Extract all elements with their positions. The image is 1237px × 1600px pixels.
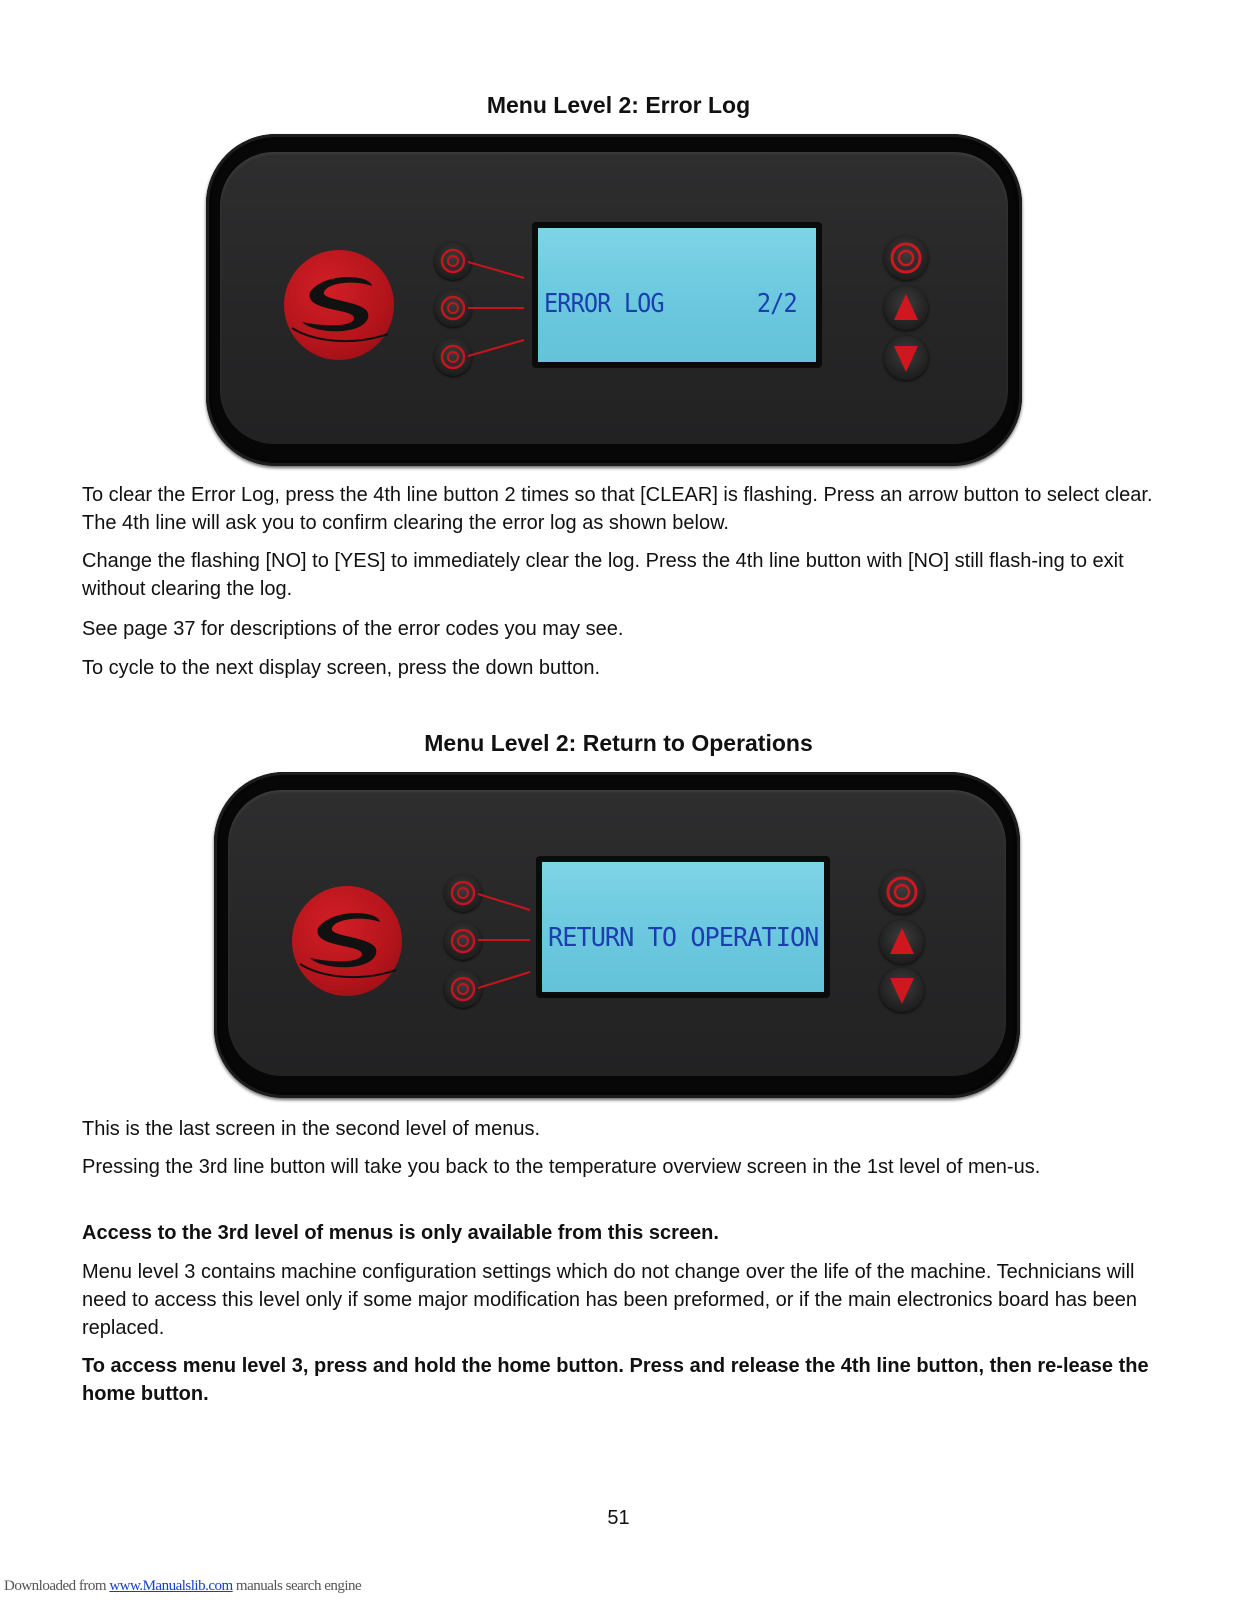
button-leader-lines [468, 254, 528, 364]
paragraph: To cycle to the next display screen, press the down button. [82, 657, 601, 679]
page-number: 51 [607, 1507, 630, 1529]
arrow-up-icon [884, 286, 928, 330]
paragraph-bold: To access menu level 3, press and hold the home button. Press and release the 4th line button, then re-lease the home button. [82, 1355, 1149, 1405]
line-3-button[interactable] [444, 922, 482, 960]
line-3-button[interactable] [434, 289, 472, 327]
lcd-line-1: RETURN TO OPERATION [548, 923, 819, 953]
control-panel-return-to-operations [214, 772, 1020, 1098]
brand-logo [284, 250, 394, 360]
footer-suffix: manuals search engine [232, 1578, 362, 1594]
arrow-down-icon [884, 336, 928, 380]
home-icon [880, 870, 924, 914]
paragraph: To clear the Error Log, press the 4th line button 2 times so that [CLEAR] is flashing. Press an arrow button to select clear. The 4th line will ask you to confirm clearing the error log as shown below. [82, 484, 1153, 534]
section-heading-return-to-operations: Menu Level 2: Return to Operations [424, 730, 813, 756]
home-button[interactable] [884, 236, 928, 280]
up-arrow-button[interactable] [880, 920, 924, 964]
line-4-button[interactable] [434, 338, 472, 376]
down-arrow-button[interactable] [880, 968, 924, 1012]
line-2-button[interactable] [444, 874, 482, 912]
footer [4, 1578, 361, 1595]
home-button[interactable] [880, 870, 924, 914]
home-icon [884, 236, 928, 280]
button-leader-lines [478, 886, 538, 996]
lcd-screen [542, 862, 824, 992]
line-2-button[interactable] [434, 242, 472, 280]
paragraph: This is the last screen in the second level of menus. [82, 1118, 541, 1140]
down-arrow-button[interactable] [884, 336, 928, 380]
paragraph: Pressing the 3rd line button will take you back to the temperature overview screen in the 1st level of men-us. [82, 1156, 1041, 1178]
arrow-up-icon [880, 920, 924, 964]
paragraph: See page 37 for descriptions of the error codes you may see. [82, 618, 624, 640]
arrow-down-icon [880, 968, 924, 1012]
footer-link[interactable]: www.Manualslib.com [109, 1578, 233, 1594]
footer-prefix: Downloaded from [4, 1578, 110, 1594]
control-panel-error-log [206, 134, 1022, 466]
paragraph-bold: Access to the 3rd level of menus is only available from this screen. [82, 1222, 719, 1244]
up-arrow-button[interactable] [884, 286, 928, 330]
paragraph: Change the flashing [NO] to [YES] to immediately clear the log. Press the 4th line button with [NO] still flash-ing to exit without clearing the log. [82, 550, 1124, 600]
lcd-line-1: ERROR LOG 2/2 [544, 289, 797, 319]
line-4-button[interactable] [444, 970, 482, 1008]
paragraph: Menu level 3 contains machine configuration settings which do not change over the life of the machine. Technicians will need to access this level only if some major modification has been preformed, or if the main electronics board has been replaced. [82, 1261, 1137, 1339]
lcd-display [532, 222, 822, 368]
lcd-display [536, 856, 830, 998]
brand-logo [292, 886, 402, 996]
lcd-screen [538, 228, 816, 362]
section-heading-error-log: Menu Level 2: Error Log [486, 92, 751, 118]
